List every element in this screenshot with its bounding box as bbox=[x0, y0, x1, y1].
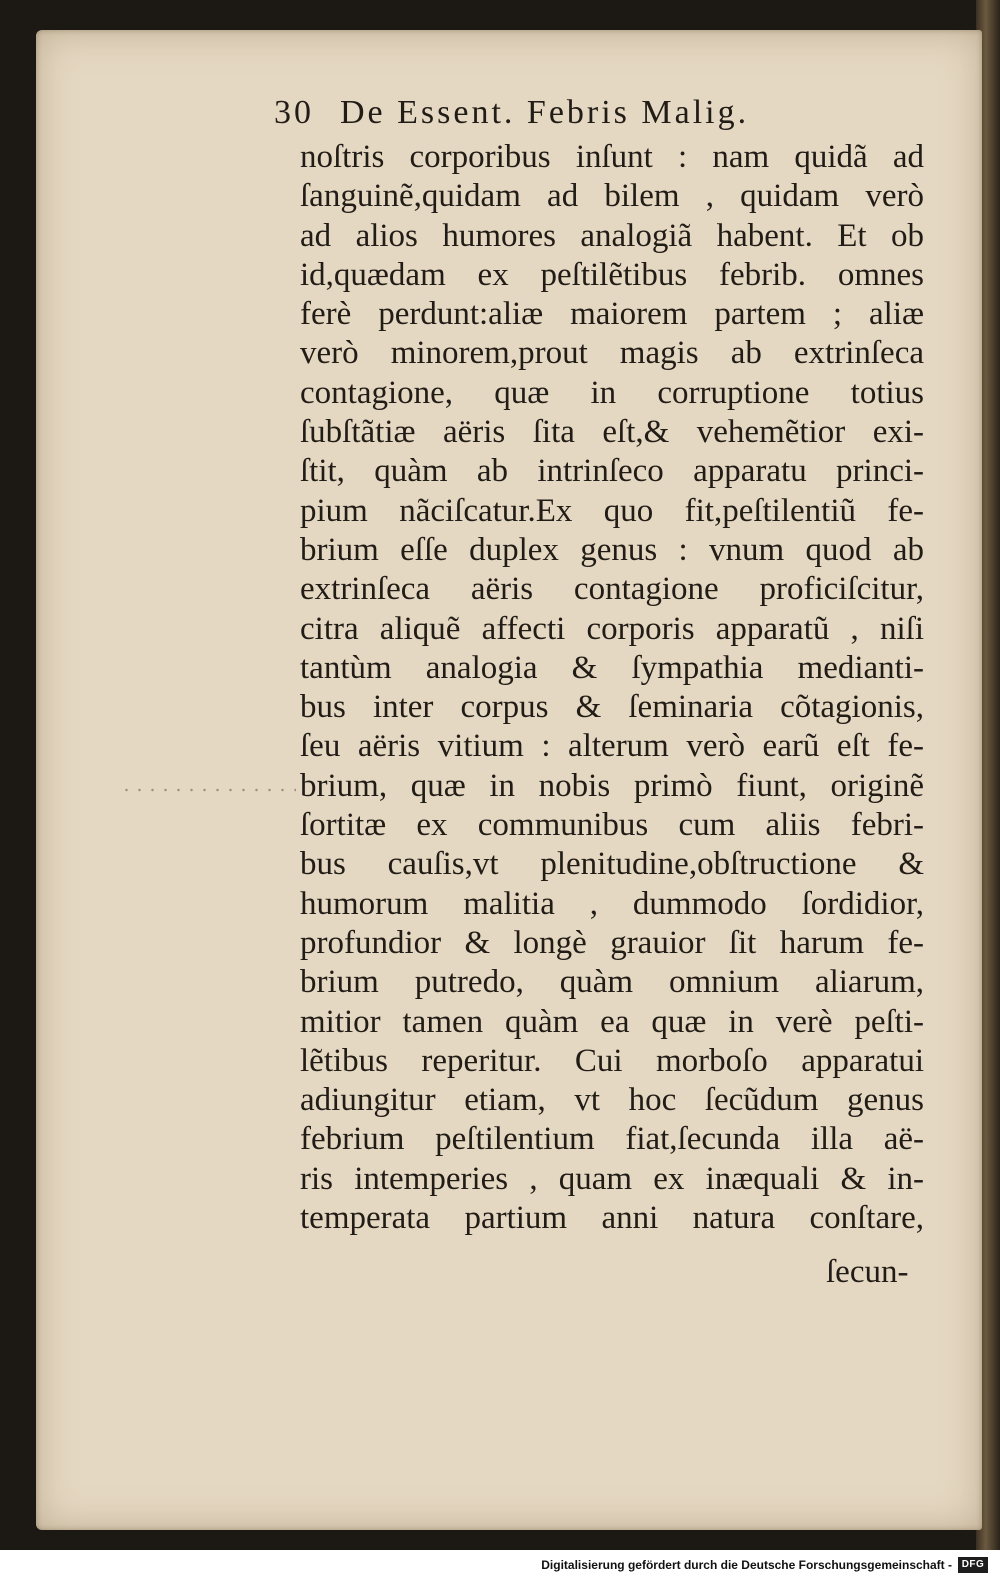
catchword: ſecun- bbox=[826, 1254, 909, 1290]
text-line: humorum malitia , dummodo ſordidior, bbox=[300, 885, 924, 922]
text-line: bus cauſis,vt plenitudine,obſtructione & bbox=[300, 846, 924, 883]
text-line: brium eſſe duplex genus : vnum quod ab bbox=[300, 531, 924, 568]
text-line: ferè perdunt:aliæ maiorem partem ; aliæ bbox=[300, 296, 924, 333]
text-line: ad alios humores analogiã habent. Et ob bbox=[300, 217, 924, 254]
footer-bar bbox=[0, 1550, 1000, 1583]
dfg-logo-icon: DFG bbox=[958, 1557, 988, 1573]
text-line: adiungitur etiam, vt hoc ſecũdum genus bbox=[300, 1082, 924, 1119]
text-line: id,quædam ex peſtilẽtibus febrib. omnes bbox=[300, 256, 924, 293]
text-line: bus inter corpus & ſeminaria cõtagionis, bbox=[300, 689, 924, 726]
running-head bbox=[274, 94, 894, 140]
text-line: mitior tamen quàm ea quæ in verè peſti- bbox=[300, 1003, 924, 1040]
text-line: temperata partium anni natura conſtare, bbox=[300, 1200, 924, 1237]
page-number: 30 bbox=[274, 94, 314, 131]
body-text bbox=[300, 138, 930, 1238]
text-line: brium, quæ in nobis primò fiunt, originẽ bbox=[300, 767, 924, 804]
text-line: pium nãciſcatur.Ex quo fit,peſtilentiũ fe- bbox=[300, 492, 924, 529]
text-line: ſortitæ ex communibus cum aliis febri- bbox=[300, 807, 924, 844]
text-line: ris intemperies , quam ex inæquali & in- bbox=[300, 1160, 924, 1197]
text-line: profundior & longè grauior ſit harum fe- bbox=[300, 924, 924, 961]
margin-dots bbox=[120, 788, 296, 792]
text-line: ſtit, quàm ab intrinſeco apparatu princi- bbox=[300, 453, 924, 490]
text-line: noſtris corporibus inſunt : nam quidã ad bbox=[300, 139, 924, 175]
text-line: verò minorem,prout magis ab extrinſeca bbox=[300, 335, 924, 372]
text-line: ſeu aëris vitium : alterum verò earũ eſt fe- bbox=[300, 728, 924, 765]
text-line: brium putredo, quàm omnium aliarum, bbox=[300, 964, 924, 1001]
text-line: extrinſeca aëris contagione proficiſcitur, bbox=[300, 571, 924, 608]
text-line: ſanguinẽ,quidam ad bilem , quidam verò bbox=[300, 178, 924, 215]
running-title: De Essent. Febris Malig. bbox=[340, 94, 750, 131]
text-line: contagione, quæ in corruptione totius bbox=[300, 374, 924, 411]
funding-credit: Digitalisierung gefördert durch die Deutsche Forschungsgemeinschaft - bbox=[541, 1558, 952, 1572]
text-line: lẽtibus reperitur. Cui morboſo apparatui bbox=[300, 1042, 924, 1079]
text-line: tantùm analogia & ſympathia medianti- bbox=[300, 649, 924, 686]
text-line: citra aliquẽ affecti corporis apparatũ , niſi bbox=[300, 610, 924, 647]
text-line: ſubſtãtiæ aëris ſita eſt,& vehemẽtior exi- bbox=[300, 414, 924, 451]
text-line: febrium peſtilentium fiat,ſecunda illa aë- bbox=[300, 1121, 924, 1158]
